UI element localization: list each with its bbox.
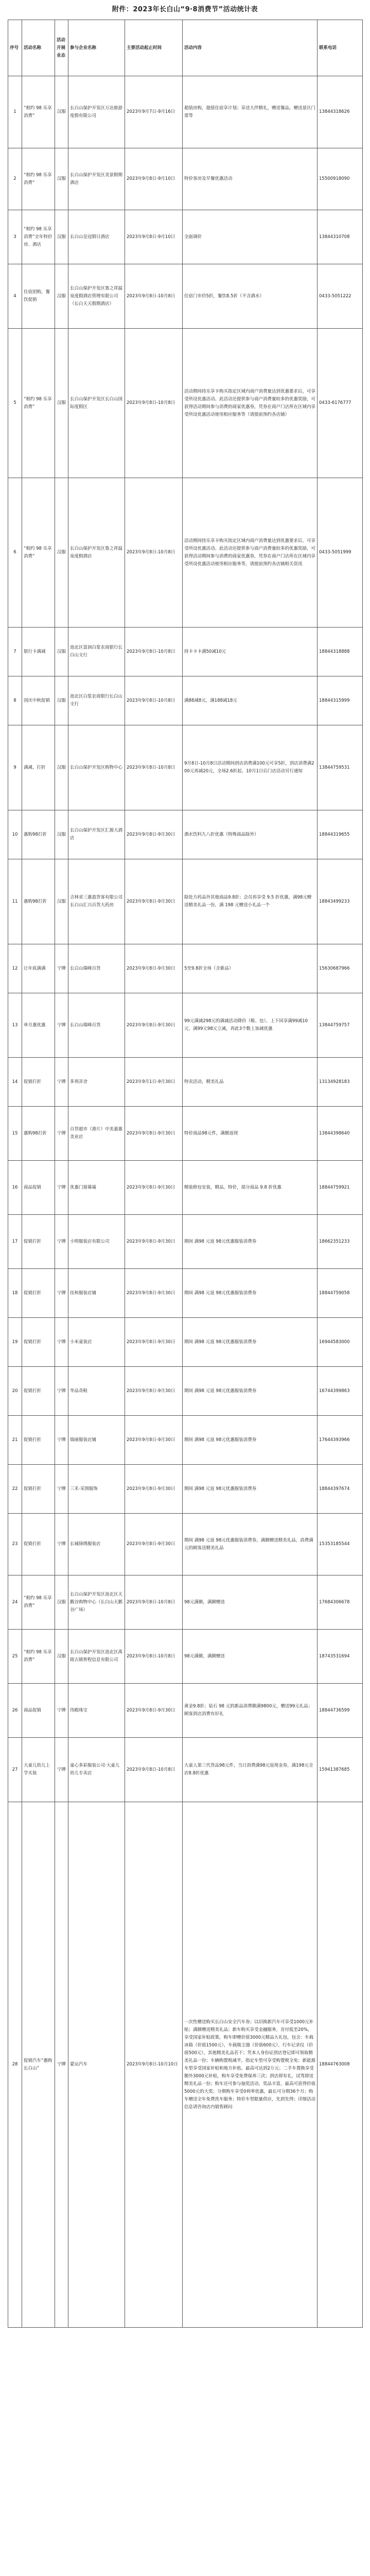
table-row — [8, 1318, 363, 1367]
cell-name: “相约 98 乐享消费” — [22, 1630, 55, 1684]
cell-phone: 18844397674 — [318, 1465, 363, 1514]
cell-no: 4 — [8, 264, 22, 329]
cell-time: 2023年9月8日-9月30日 — [125, 1107, 183, 1161]
cell-org: 池北区富润白浆农商银行长白山支行 — [68, 628, 125, 676]
cell-name: 惠购98打折 — [22, 1107, 55, 1161]
cell-phone: 18844759921 — [318, 1161, 363, 1215]
cell-content: 精装修包安装，精品，特价，部分商品 9.8 折优惠 — [183, 1161, 318, 1215]
cell-type: 汉服 — [55, 628, 68, 676]
cell-content: 期间 满98 元返 98元优惠服装消费券 — [183, 1465, 318, 1514]
cell-phone: 18844315999 — [318, 676, 363, 725]
cell-org: 长白山皇冠假日酒店 — [68, 210, 125, 264]
document-page — [8, 0, 362, 2328]
cell-no: 25 — [8, 1630, 22, 1684]
cell-no: 28 — [8, 1802, 22, 2328]
cell-no: 23 — [8, 1514, 22, 1575]
cell-time: 2023年9月8日-9月30日 — [125, 1684, 183, 1738]
cell-no: 20 — [8, 1367, 22, 1416]
cell-phone: 0433-5051999 — [318, 478, 363, 628]
cell-no: 12 — [8, 944, 22, 993]
cell-time: 2023年9月8日-9月30日 — [125, 993, 183, 1058]
cell-name: “相约 98 乐享消费”全年特价房、酒店 — [22, 210, 55, 264]
cell-org: 小米童装店 — [68, 1318, 125, 1367]
cell-name: 惠购98打折 — [22, 810, 55, 859]
cell-content: 住宿门市价5折，餐饮8.5折（不含酒水） — [183, 264, 318, 329]
cell-org: 华品奇鞋 — [68, 1367, 125, 1416]
cell-name: 单月惠优惠 — [22, 993, 55, 1058]
cell-name: 促销打折 — [22, 1215, 55, 1269]
cell-time: 2023年9月8日-10月8日 — [125, 1630, 183, 1684]
cell-type: 宁牌 — [55, 1416, 68, 1465]
cell-org: 瑞丽服装店铺 — [68, 1416, 125, 1465]
cell-phone: 18844318888 — [318, 628, 363, 676]
cell-type: 宁牌 — [55, 1161, 68, 1215]
cell-phone: 0433-6176777 — [318, 329, 363, 478]
cell-content: 大童人第三代货品98元件，当日消费满98元返现金券，满198元全店8.8折优惠 — [183, 1738, 318, 1802]
cell-org: 长白山保护开发区汇源大酒店 — [68, 810, 125, 859]
cell-content: 期间 满98 元返 98元优惠服装消费券，满额赠送精美礼品，消费满元的顾客送精美礼品 — [183, 1514, 318, 1575]
cell-content: 期间 满98 元返 98元优惠服装消费券 — [183, 1318, 318, 1367]
cell-content: 超值房购，超值住宿享计划；享送大伴精礼，赠送餐品，赠送景区门票等 — [183, 76, 318, 148]
table-row — [8, 1058, 363, 1107]
cell-no: 16 — [8, 1161, 22, 1215]
table-row — [8, 859, 363, 944]
cell-content: 期间 满98 元返 98元优惠服装消费券 — [183, 1269, 318, 1318]
cell-type: 汉服 — [55, 725, 68, 810]
cell-phone: 18844759058 — [318, 1269, 363, 1318]
cell-content: 特价商品98元件，满额返现 — [183, 1107, 318, 1161]
cell-content: 9月8日-10月8日活动期间到店消费满100元可享5折，到店消费满200元再减20元，全场2.6折起，10月1日后门店活动另行通知 — [183, 725, 318, 810]
cell-no: 15 — [8, 1107, 22, 1161]
cell-no: 10 — [8, 810, 22, 859]
header-cell: 主要活动起止时间 — [125, 20, 183, 76]
cell-time: 2023年9月8日-9月30日 — [125, 1416, 183, 1465]
cell-phone: 13844318626 — [318, 76, 363, 148]
cell-time: 2023年9月8日-10月8日 — [125, 329, 183, 478]
cell-phone: 15353185544 — [318, 1514, 363, 1575]
cell-type: 汉服 — [55, 1630, 68, 1684]
header-cell: 活动开展业态 — [55, 20, 68, 76]
table-row — [8, 676, 363, 725]
cell-time: 2023年9月7日-9月16日 — [125, 76, 183, 148]
cell-name: “相约 98 乐享消费” — [22, 148, 55, 210]
cell-time: 2023年9月8日-9月30日 — [125, 1465, 183, 1514]
cell-name: 满减、打折 — [22, 725, 55, 810]
cell-no: 11 — [8, 859, 22, 944]
cell-name: 促销打折 — [22, 1465, 55, 1514]
cell-phone: 18843499233 — [318, 859, 363, 944]
cell-no: 5 — [8, 329, 22, 478]
cell-name: 银行卡满减 — [22, 628, 55, 676]
cell-org: 三禾·采围服饰 — [68, 1465, 125, 1514]
cell-name: 国庆中秋促销 — [22, 676, 55, 725]
cell-org: 小明服装店有限公司 — [68, 1215, 125, 1269]
cell-no: 24 — [8, 1575, 22, 1630]
cell-org: 蒙运汽车 — [68, 1802, 125, 2328]
cell-name: 促销汽车“惠购长白山” — [22, 1802, 55, 2328]
cell-content: 除处方药品外其他商品9.8折；会员再享受 9.5 折优惠，满98元赠送精美礼品一份，满 198 元赠送小礼品一个 — [183, 859, 318, 944]
table-row — [8, 1269, 363, 1318]
cell-name: 促销打折 — [22, 1416, 55, 1465]
cell-no: 18 — [8, 1269, 22, 1318]
cell-type: 汉服 — [55, 148, 68, 210]
cell-phone: 17684306678 — [318, 1575, 363, 1630]
cell-type: 宁牌 — [55, 993, 68, 1058]
cell-org: 长白山保护开发区美景假期酒店 — [68, 148, 125, 210]
cell-name: “相约 98 乐享消费” — [22, 1575, 55, 1630]
cell-no: 2 — [8, 148, 22, 210]
cell-type: 宁牌 — [55, 1058, 68, 1107]
cell-org: 伟殿珠宝 — [68, 1684, 125, 1738]
cell-type: 宁牌 — [55, 1514, 68, 1575]
cell-content: 98元满额，满额赠送 — [183, 1630, 318, 1684]
cell-phone: 15941387685 — [318, 1738, 363, 1802]
cell-phone: 18844319655 — [318, 810, 363, 859]
cell-phone: 17644393966 — [318, 1416, 363, 1465]
cell-type: 汉服 — [55, 210, 68, 264]
table-row — [8, 993, 363, 1058]
cell-org: 多利弄舍 — [68, 1058, 125, 1107]
cell-content: 全面调价 — [183, 210, 318, 264]
activity-table — [8, 20, 363, 2328]
cell-phone: 0433-5051222 — [318, 264, 363, 329]
cell-org: 长白山保护开发区池北区天鹅谷购物中心（长白山天鹅谷广场） — [68, 1575, 125, 1630]
cell-phone: 13134928183 — [318, 1058, 363, 1107]
cell-no: 14 — [8, 1058, 22, 1107]
cell-content: 99元满减298元的满减活动降价（鞋、包），上下同享满99减10元，满99元98元立减，再此3个数上加减优惠 — [183, 993, 318, 1058]
cell-time: 2023年9月8日-10月10日 — [125, 1802, 183, 2328]
cell-name: “相约 98 乐享消费” — [22, 76, 55, 148]
table-row — [8, 944, 363, 993]
cell-no: 27 — [8, 1738, 22, 1802]
cell-phone: 16944583000 — [318, 1318, 363, 1367]
cell-content: 持卡卡卡满50减10元 — [183, 628, 318, 676]
cell-no: 26 — [8, 1684, 22, 1738]
cell-name: 商品促销 — [22, 1161, 55, 1215]
cell-org: 长白山保护开发区池北区禹陵古镇智程信息有限公司 — [68, 1630, 125, 1684]
table-row — [8, 628, 363, 676]
cell-name: 让年底满满 — [22, 944, 55, 993]
cell-phone: 16744399863 — [318, 1367, 363, 1416]
table-row — [8, 1802, 363, 2328]
cell-content: 活动期间持乐享卡购买指定区域内商户消费量达到优惠要求后，可享受所设优惠活动。此活动还提供参与商户消费量较多的优惠奖励，可获得活动期间参与消费的商家优惠券，凭券在商户门店所在区域内享受所设优惠活动使用相应服务等（请提前预约各店铺） — [183, 329, 318, 478]
cell-phone: 13844759531 — [318, 725, 363, 810]
cell-time: 2023年9月8日-10月8日 — [125, 478, 183, 628]
cell-phone: 15630687966 — [318, 944, 363, 993]
cell-name: 促销打折 — [22, 1367, 55, 1416]
header-cell: 参与企业名称 — [68, 20, 125, 76]
cell-name: 促销打折 — [22, 1318, 55, 1367]
table-header-row — [8, 20, 363, 76]
cell-type: 宁牌 — [55, 1215, 68, 1269]
cell-name: 大童儿幼儿上学买装 — [22, 1738, 55, 1802]
cell-time: 2023年9月8日-9月30日 — [125, 944, 183, 993]
cell-type: 宁牌 — [55, 1107, 68, 1161]
cell-name: 促销打折 — [22, 1514, 55, 1575]
cell-phone: 13844759757 — [318, 993, 363, 1058]
cell-time: 2023年9月8日-9月30日 — [125, 1367, 183, 1416]
cell-no: 21 — [8, 1416, 22, 1465]
cell-type: 宁牌 — [55, 944, 68, 993]
cell-no: 7 — [8, 628, 22, 676]
cell-org: 池北区白浆农商银行长白山支行 — [68, 676, 125, 725]
cell-org: 长白山瑞峰百货 — [68, 944, 125, 993]
cell-org: 童心多彩服装公司·大童儿幼儿专卖店 — [68, 1738, 125, 1802]
cell-org: 长城锦绣服装店 — [68, 1514, 125, 1575]
cell-time: 2023年9月8日-10月8日 — [125, 628, 183, 676]
table-row — [8, 210, 363, 264]
cell-no: 19 — [8, 1318, 22, 1367]
cell-no: 8 — [8, 676, 22, 725]
cell-phone: 18662351233 — [318, 1215, 363, 1269]
cell-no: 9 — [8, 725, 22, 810]
cell-type: 宁牌 — [55, 1367, 68, 1416]
cell-org: 长白山保护开发区长白山国际度假区 — [68, 329, 125, 478]
cell-phone: 18844763008 — [318, 1802, 363, 2328]
table-row — [8, 725, 363, 810]
header-cell: 序号 — [8, 20, 22, 76]
cell-type: 宁牌 — [55, 1269, 68, 1318]
cell-no: 17 — [8, 1215, 22, 1269]
cell-type: 宁牌 — [55, 1738, 68, 1802]
table-row — [8, 1161, 363, 1215]
cell-time: 2023年9月8日-9月10日 — [125, 210, 183, 264]
cell-name: 住宿团购，餐饮促销 — [22, 264, 55, 329]
cell-phone: 18844736599 — [318, 1684, 363, 1738]
cell-content: 一次性赠送购买长白山安全汽车券；以旧换新汽车可享受1000元补贴；满额赠送精美礼品；新车购买享受金融服务，首付低至20%，享受国家补贴政策，购车即赠价值3000元精品大礼包，包含：车载冰箱（价值1500元），车载吸尘器（价值600元），行车记录仪（价值500元），其他精美礼品若干；凭本人身份证到店登记即可领取精美礼品一份；车辆购置税减半，指定车型可享受购置税全免；新能源车型享受国家补贴和地方补贴，最高可达到2万元；二手车置换享受额外3000元补贴，购车享受免费保养三次；到店即有礼，试驾即送精美礼品一份；购车还可参与抽奖活动，奖品丰富，最高可获得价值5000元的大奖；分期购车享受0利率优惠，最长可分期36个月；购车赠送全年免费洗车服务；特价车型限量供应，先到先得；详细活动信息请咨询店内销售顾问 — [183, 1802, 318, 2328]
table-row — [8, 264, 363, 329]
cell-type: 宁牌 — [55, 1802, 68, 2328]
table-row — [8, 1465, 363, 1514]
cell-no: 1 — [8, 76, 22, 148]
table-row — [8, 1367, 363, 1416]
cell-content: 期间 满98 元返 98元优惠服装消费券 — [183, 1416, 318, 1465]
table-row — [8, 1684, 363, 1738]
table-row — [8, 76, 363, 148]
cell-type: 汉服 — [55, 1575, 68, 1630]
cell-time: 2023年9月8日-9月30日 — [125, 1215, 183, 1269]
cell-time: 2023年9月8日-10月8日 — [125, 1738, 183, 1802]
cell-time: 2023年9月8日-9月30日 — [125, 1269, 183, 1318]
cell-type: 宁牌 — [55, 1465, 68, 1514]
cell-name: 促销打折 — [22, 1058, 55, 1107]
page-title: 附件：2023年长白山“9·8消费节”活动统计表 — [112, 6, 258, 13]
header-cell: 活动名称 — [22, 20, 55, 76]
cell-type: 汉服 — [55, 264, 68, 329]
cell-type: 宁牌 — [55, 1684, 68, 1738]
table-row — [8, 1738, 363, 1802]
cell-name: 促销打折 — [22, 1269, 55, 1318]
cell-org: 长白山保护开发区鲁之祥温泉度假酒店 — [68, 478, 125, 628]
cell-org: 长白山保护开发区鲁之祥温泉度假酒店管理有限公司（长白天天假期酒店） — [68, 264, 125, 329]
cell-org: 长白山保护开发区购物中心 — [68, 725, 125, 810]
cell-org: 百货超市（港片）中美嘉惠美业店 — [68, 1107, 125, 1161]
cell-phone: 15500918090 — [318, 148, 363, 210]
table-row — [8, 478, 363, 628]
cell-type: 汉服 — [55, 76, 68, 148]
cell-time: 2023年9月8日-10月8日 — [125, 676, 183, 725]
cell-content: 期间 满98 元返 98元优惠服装消费券 — [183, 1215, 318, 1269]
cell-type: 汉服 — [55, 859, 68, 944]
cell-time: 2023年9月1日-9月30日 — [125, 1058, 183, 1107]
cell-phone: 18743531694 — [318, 1630, 363, 1684]
cell-content: 特卖活动，精美礼品 — [183, 1058, 318, 1107]
cell-time: 2023年9月8日-10月8日 — [125, 1575, 183, 1630]
cell-phone: 13844310708 — [318, 210, 363, 264]
cell-phone: 13844398640 — [318, 1107, 363, 1161]
table-row — [8, 1107, 363, 1161]
cell-content: 98元满额，满额赠送 — [183, 1575, 318, 1630]
cell-content: 5至9.8折全场（含新品） — [183, 944, 318, 993]
cell-type: 汉服 — [55, 478, 68, 628]
cell-no: 13 — [8, 993, 22, 1058]
cell-time: 2023年9月8日-9月30日 — [125, 859, 183, 944]
cell-no: 3 — [8, 210, 22, 264]
table-row — [8, 810, 363, 859]
cell-type: 宁牌 — [55, 1318, 68, 1367]
cell-time: 2023年9月8日-9月30日 — [125, 810, 183, 859]
cell-type: 汉服 — [55, 676, 68, 725]
cell-time: 2023年9月8日-9月30日 — [125, 1161, 183, 1215]
cell-content: 活动期间持乐享卡购买指定区域内商户消费量达到优惠要求后，可享受所设优惠活动。此活动还提供参与商户消费量较多的优惠奖励，可获得活动期间参与消费的商家优惠券，凭券在商户门店所在区域内享受所设优惠活动使用相应服务等，请提前预约各店铺相关资讯 — [183, 478, 318, 628]
cell-name: “相约 98 乐享消费” — [22, 478, 55, 628]
cell-type: 汉服 — [55, 329, 68, 478]
cell-name: 商品促销 — [22, 1684, 55, 1738]
cell-time: 2023年9月8日-9月30日 — [125, 1318, 183, 1367]
cell-no: 6 — [8, 478, 22, 628]
cell-content: 黄金9.8折；钻石 98 元的新品消费额满9800元，赠送99元礼品；顾客到店消费有好礼 — [183, 1684, 318, 1738]
table-row — [8, 1215, 363, 1269]
cell-no: 22 — [8, 1465, 22, 1514]
cell-org: 吉林省三惠盈货客有限公司长白山汇兴百货大药房 — [68, 859, 125, 944]
cell-time: 2023年9月8日-9月30日 — [125, 1514, 183, 1575]
table-row — [8, 148, 363, 210]
cell-content: 期间 满98 元返 98元优惠服装消费券 — [183, 1367, 318, 1416]
table-row — [8, 1575, 363, 1630]
cell-name: “相约 98 乐享消费” — [22, 329, 55, 478]
cell-name: 惠购98打折 — [22, 859, 55, 944]
table-row — [8, 1514, 363, 1575]
cell-org: 优惠门窗幕墙 — [68, 1161, 125, 1215]
cell-time: 2023年9月8日-10月8日 — [125, 264, 183, 329]
cell-time: 2023年9月8日-10月8日 — [125, 725, 183, 810]
header-cell: 活动内容 — [183, 20, 318, 76]
cell-content: 满88减8元，满188减18元 — [183, 676, 318, 725]
header-cell: 联系电话 — [318, 20, 363, 76]
table-row — [8, 1630, 363, 1684]
cell-time: 2023年9月8日-9月10日 — [125, 148, 183, 210]
cell-content: 特价客房及早餐优惠活动 — [183, 148, 318, 210]
cell-org: 长白山保护开发区万达旅游度假有限公司 — [68, 76, 125, 148]
table-row — [8, 1416, 363, 1465]
cell-org: 佳和服装店铺 — [68, 1269, 125, 1318]
cell-type: 汉服 — [55, 810, 68, 859]
cell-content: 酒水饮料九八折优惠（特殊商品除外） — [183, 810, 318, 859]
cell-org: 长白山瑞峰百货 — [68, 993, 125, 1058]
table-row — [8, 329, 363, 478]
